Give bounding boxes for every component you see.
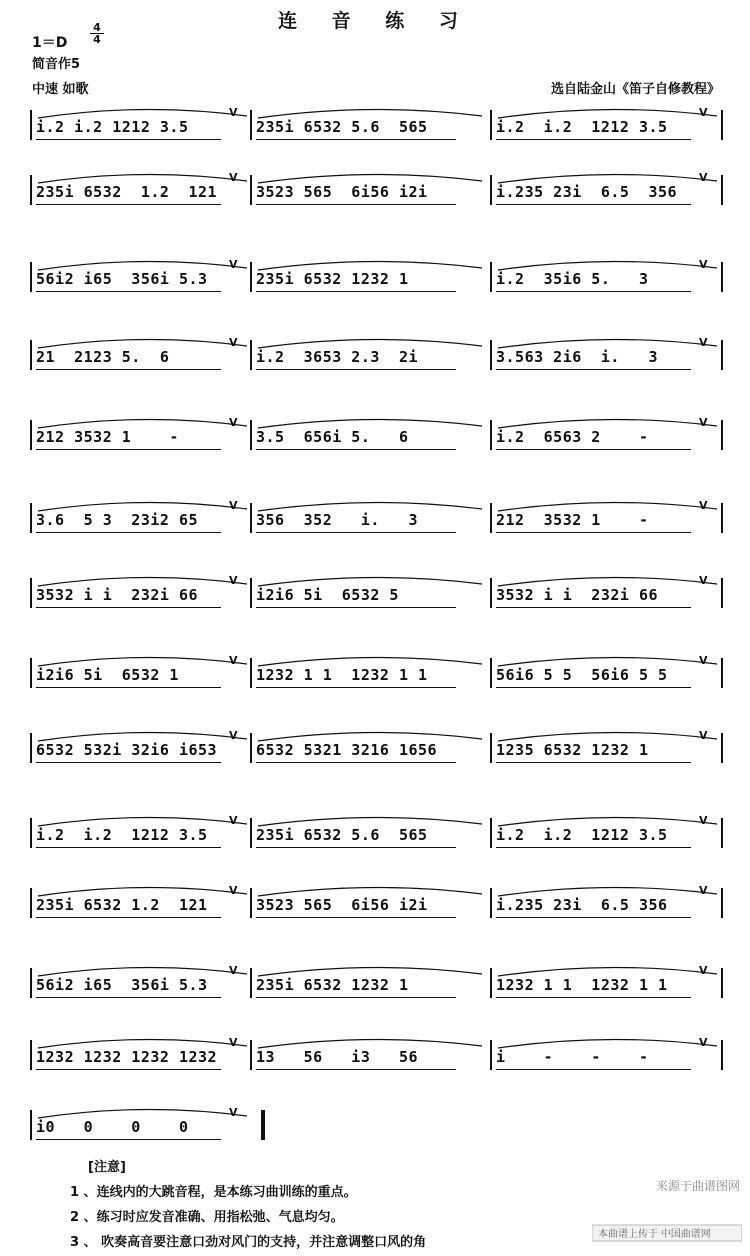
breath-mark: V — [229, 171, 238, 184]
bar-line — [490, 110, 492, 140]
slur-arc — [498, 261, 717, 270]
beam-underline — [256, 532, 456, 533]
beam-underline — [36, 369, 221, 370]
measure: 235i 6532 1232 1 — [256, 976, 409, 994]
source-credit: 选自陆金山《笛子自修教程》 — [550, 82, 720, 97]
watermark-logo-icon — [592, 1222, 742, 1244]
slur-arc — [258, 419, 482, 428]
measure: i.2 3653 2.3 2i — [256, 348, 419, 366]
beam-underline — [496, 532, 691, 533]
measure: i - - - — [496, 1048, 649, 1066]
bar-line — [490, 658, 492, 688]
watermark-line-2: 本曲谱上传于 中国曲谱网 — [598, 1229, 711, 1240]
bar-line — [721, 110, 723, 140]
bar-line — [721, 262, 723, 292]
bar-line — [30, 420, 32, 450]
breath-mark: V — [229, 574, 238, 587]
bar-line — [721, 578, 723, 608]
watermark — [560, 1178, 740, 1194]
measure: 3532 i i 232i 66 — [496, 586, 659, 604]
breath-mark: V — [699, 964, 708, 977]
staff-row-11 — [26, 878, 726, 938]
beam-underline — [256, 997, 456, 998]
beam-underline — [36, 139, 221, 140]
beam-underline — [36, 449, 221, 450]
bar-line — [30, 1110, 32, 1140]
breath-mark: V — [229, 258, 238, 271]
beam-underline — [256, 204, 456, 205]
breath-mark: V — [699, 499, 708, 512]
slur-arc — [38, 967, 247, 976]
bar-line — [490, 1040, 492, 1070]
bar-line — [490, 262, 492, 292]
slur-arc — [498, 174, 717, 183]
slur-arc — [258, 1039, 482, 1048]
note-item-2: 2 、练习时应发音准确、用指松弛、气息均匀。 — [70, 1210, 344, 1225]
bar-line — [30, 1040, 32, 1070]
beam-underline — [256, 449, 456, 450]
measure: 235i 6532 1.2 121 — [36, 896, 208, 914]
measure: i.235 23i 6.5 356 — [496, 183, 678, 201]
bar-line — [490, 733, 492, 763]
bar-line — [30, 340, 32, 370]
staff-row-9 — [26, 723, 726, 783]
beam-underline — [496, 687, 691, 688]
beam-underline — [36, 762, 221, 763]
time-sig-numerator: 4 — [93, 21, 101, 34]
slur-arc — [38, 419, 247, 428]
bar-line — [250, 503, 252, 533]
bar-line — [30, 658, 32, 688]
beam-underline — [496, 762, 691, 763]
beam-underline — [256, 687, 456, 688]
beam-underline — [496, 139, 691, 140]
slur-arc — [498, 419, 717, 428]
slur-arc — [258, 887, 482, 896]
staff-row-8 — [26, 648, 726, 708]
bar-line — [30, 888, 32, 918]
measure: i.2 6563 2 - — [496, 428, 649, 446]
bar-line — [30, 262, 32, 292]
bar-line — [30, 175, 32, 205]
slur-arc — [38, 174, 247, 183]
bar-line — [721, 503, 723, 533]
measure: 56i6 5 5 56i6 5 5 — [496, 666, 668, 684]
bar-line — [250, 420, 252, 450]
beam-underline — [496, 449, 691, 450]
measure: 56i2 i65 356i 5.3 — [36, 270, 208, 288]
slur-arc — [38, 887, 247, 896]
breath-mark: V — [229, 1106, 238, 1119]
bar-line — [250, 262, 252, 292]
slur-arc — [258, 732, 482, 741]
measure: i.235 23i 6.5 356 — [496, 896, 668, 914]
bar-line — [30, 968, 32, 998]
beam-underline — [36, 607, 221, 608]
beam-underline — [256, 762, 456, 763]
bar-line — [250, 1040, 252, 1070]
breath-mark: V — [699, 258, 708, 271]
staff-row-4 — [26, 330, 726, 390]
bar-line — [721, 733, 723, 763]
measure: 356 352 i. 3 — [256, 511, 419, 529]
beam-underline — [496, 847, 691, 848]
slur-arc — [38, 109, 247, 118]
bar-line — [250, 818, 252, 848]
slur-arc — [498, 732, 717, 741]
measure: i.2 i.2 1212 3.5 — [36, 118, 189, 136]
bar-line — [490, 888, 492, 918]
breath-mark: V — [229, 416, 238, 429]
breath-mark: V — [699, 729, 708, 742]
staff-row-12 — [26, 958, 726, 1018]
slur-arc — [38, 261, 247, 270]
slur-arc — [38, 817, 247, 826]
bar-line — [30, 503, 32, 533]
measure: i2i6 5i 6532 5 — [256, 586, 399, 604]
beam-underline — [36, 1069, 221, 1070]
note-item-3: 3 、 吹奏高音要注意口劲对风门的支持，并注意调整口风的角 — [70, 1235, 427, 1250]
measure: i.2 i.2 1212 3.5 — [36, 826, 208, 844]
measure: 212 3532 1 - — [36, 428, 179, 446]
beam-underline — [496, 607, 691, 608]
tempo-marking: 中速 如歌 — [32, 82, 89, 97]
breath-mark: V — [699, 106, 708, 119]
beam-underline — [256, 369, 456, 370]
beam-underline — [496, 1069, 691, 1070]
staff-row-7 — [26, 568, 726, 628]
beam-underline — [256, 291, 456, 292]
measure: i0 0 0 0 — [36, 1118, 189, 1136]
slur-arc — [258, 261, 482, 270]
staff-row-1 — [26, 100, 726, 160]
bar-line — [30, 818, 32, 848]
breath-mark: V — [229, 814, 238, 827]
slur-arc — [38, 732, 247, 741]
measure: 3.563 2i6 i. 3 — [496, 348, 659, 366]
beam-underline — [256, 847, 456, 848]
author-label: 简音作5 — [32, 57, 81, 72]
measure: i2i6 5i 6532 1 — [36, 666, 179, 684]
bar-line — [490, 420, 492, 450]
beam-underline — [256, 139, 456, 140]
bar-line — [30, 110, 32, 140]
breath-mark: V — [699, 574, 708, 587]
final-bar-line — [261, 1110, 265, 1140]
watermark-line-1: 来源于曲谱图网 — [655, 1179, 740, 1193]
slur-arc — [498, 967, 717, 976]
measure: i.2 35i6 5. 3 — [496, 270, 649, 288]
slur-arc — [498, 502, 717, 511]
time-signature — [90, 22, 104, 45]
breath-mark: V — [699, 654, 708, 667]
beam-underline — [256, 1069, 456, 1070]
slur-arc — [258, 502, 482, 511]
measure: 56i2 i65 356i 5.3 — [36, 976, 208, 994]
bar-line — [490, 503, 492, 533]
beam-underline — [36, 1139, 221, 1140]
slur-arc — [38, 339, 247, 348]
measure: 21 2123 5. 6 — [36, 348, 170, 366]
bar-line — [250, 888, 252, 918]
staff-row-5 — [26, 410, 726, 470]
measure: 1232 1 1 1232 1 1 — [256, 666, 428, 684]
beam-underline — [36, 687, 221, 688]
slur-arc — [38, 502, 247, 511]
measure: 3.5 656i 5. 6 — [256, 428, 409, 446]
breath-mark: V — [229, 499, 238, 512]
measure: 6532 532i 32i6 i653 — [36, 741, 218, 759]
slur-arc — [38, 1109, 247, 1118]
bar-line — [490, 578, 492, 608]
notes-title: [注意] — [88, 1160, 126, 1175]
breath-mark: V — [229, 106, 238, 119]
measure: 1232 1 1 1232 1 1 — [496, 976, 668, 994]
bar-line — [490, 818, 492, 848]
bar-line — [490, 968, 492, 998]
slur-arc — [498, 817, 717, 826]
beam-underline — [36, 847, 221, 848]
measure: 3532 i i 232i 66 — [36, 586, 199, 604]
measure: i.2 i.2 1212 3.5 — [496, 118, 668, 136]
bar-line — [721, 658, 723, 688]
breath-mark: V — [699, 336, 708, 349]
bar-line — [721, 175, 723, 205]
slur-arc — [498, 339, 717, 348]
staff-row-13 — [26, 1030, 726, 1090]
key-signature: 1＝D — [32, 35, 68, 51]
slur-arc — [38, 657, 247, 666]
slur-arc — [498, 577, 717, 586]
measure: i.2 i.2 1212 3.5 — [496, 826, 668, 844]
beam-underline — [36, 917, 221, 918]
bar-line — [721, 818, 723, 848]
staff-row-2 — [26, 165, 726, 225]
measure: 235i 6532 5.6 565 — [256, 118, 428, 136]
measure: 235i 6532 5.6 565 — [256, 826, 428, 844]
bar-line — [490, 340, 492, 370]
slur-arc — [38, 577, 247, 586]
staff-row-6 — [26, 493, 726, 553]
breath-mark: V — [229, 964, 238, 977]
slur-arc — [498, 109, 717, 118]
breath-mark: V — [229, 1036, 238, 1049]
slur-arc — [258, 109, 482, 118]
breath-mark: V — [229, 729, 238, 742]
bar-line — [250, 578, 252, 608]
note-item-1: 1 、连线内的大跳音程，是本练习曲训练的重点。 — [70, 1185, 357, 1200]
beam-underline — [496, 917, 691, 918]
staff-row-10 — [26, 808, 726, 868]
bar-line — [250, 733, 252, 763]
breath-mark: V — [699, 884, 708, 897]
breath-mark: V — [699, 416, 708, 429]
measure: 1235 6532 1232 1 — [496, 741, 649, 759]
slur-arc — [258, 174, 482, 183]
time-sig-denominator: 4 — [90, 33, 104, 45]
slur-arc — [258, 967, 482, 976]
beam-underline — [256, 607, 456, 608]
measure: 235i 6532 1232 1 — [256, 270, 409, 288]
staff-row-14 — [26, 1100, 726, 1160]
measure: 13 56 i3 56 — [256, 1048, 419, 1066]
beam-underline — [496, 291, 691, 292]
beam-underline — [256, 917, 456, 918]
measure: 212 3532 1 - — [496, 511, 649, 529]
bar-line — [250, 658, 252, 688]
beam-underline — [36, 997, 221, 998]
bar-line — [250, 340, 252, 370]
beam-underline — [496, 204, 691, 205]
staff-row-3 — [26, 252, 726, 312]
bar-line — [490, 175, 492, 205]
bar-line — [250, 110, 252, 140]
bar-line — [721, 420, 723, 450]
bar-line — [721, 1040, 723, 1070]
slur-arc — [498, 657, 717, 666]
measure: 235i 6532 1.2 121 — [36, 183, 218, 201]
measure: 1232 1232 1232 1232 — [36, 1048, 218, 1066]
measure: 3.6 5 3 23i2 65 — [36, 511, 199, 529]
bar-line — [30, 578, 32, 608]
breath-mark: V — [699, 814, 708, 827]
bar-line — [30, 733, 32, 763]
bar-line — [721, 968, 723, 998]
slur-arc — [498, 1039, 717, 1048]
breath-mark: V — [699, 1036, 708, 1049]
breath-mark: V — [699, 171, 708, 184]
page-title: 连 音 练 习 — [278, 10, 472, 32]
measure: 3523 565 6i56 i2i — [256, 183, 428, 201]
watermark-logo — [592, 1222, 742, 1244]
slur-arc — [498, 887, 717, 896]
slur-arc — [258, 339, 482, 348]
bar-line — [721, 888, 723, 918]
breath-mark: V — [229, 654, 238, 667]
breath-mark: V — [229, 884, 238, 897]
measure: 6532 5321 3216 1656 — [256, 741, 438, 759]
measure: 3523 565 6i56 i2i — [256, 896, 428, 914]
beam-underline — [36, 532, 221, 533]
breath-mark: V — [229, 336, 238, 349]
beam-underline — [496, 369, 691, 370]
beam-underline — [36, 204, 221, 205]
beam-underline — [36, 291, 221, 292]
slur-arc — [258, 657, 482, 666]
beam-underline — [496, 997, 691, 998]
bar-line — [250, 968, 252, 998]
bar-line — [250, 175, 252, 205]
slur-arc — [38, 1039, 247, 1048]
slur-arc — [258, 817, 482, 826]
slur-arc — [258, 577, 482, 586]
bar-line — [721, 340, 723, 370]
